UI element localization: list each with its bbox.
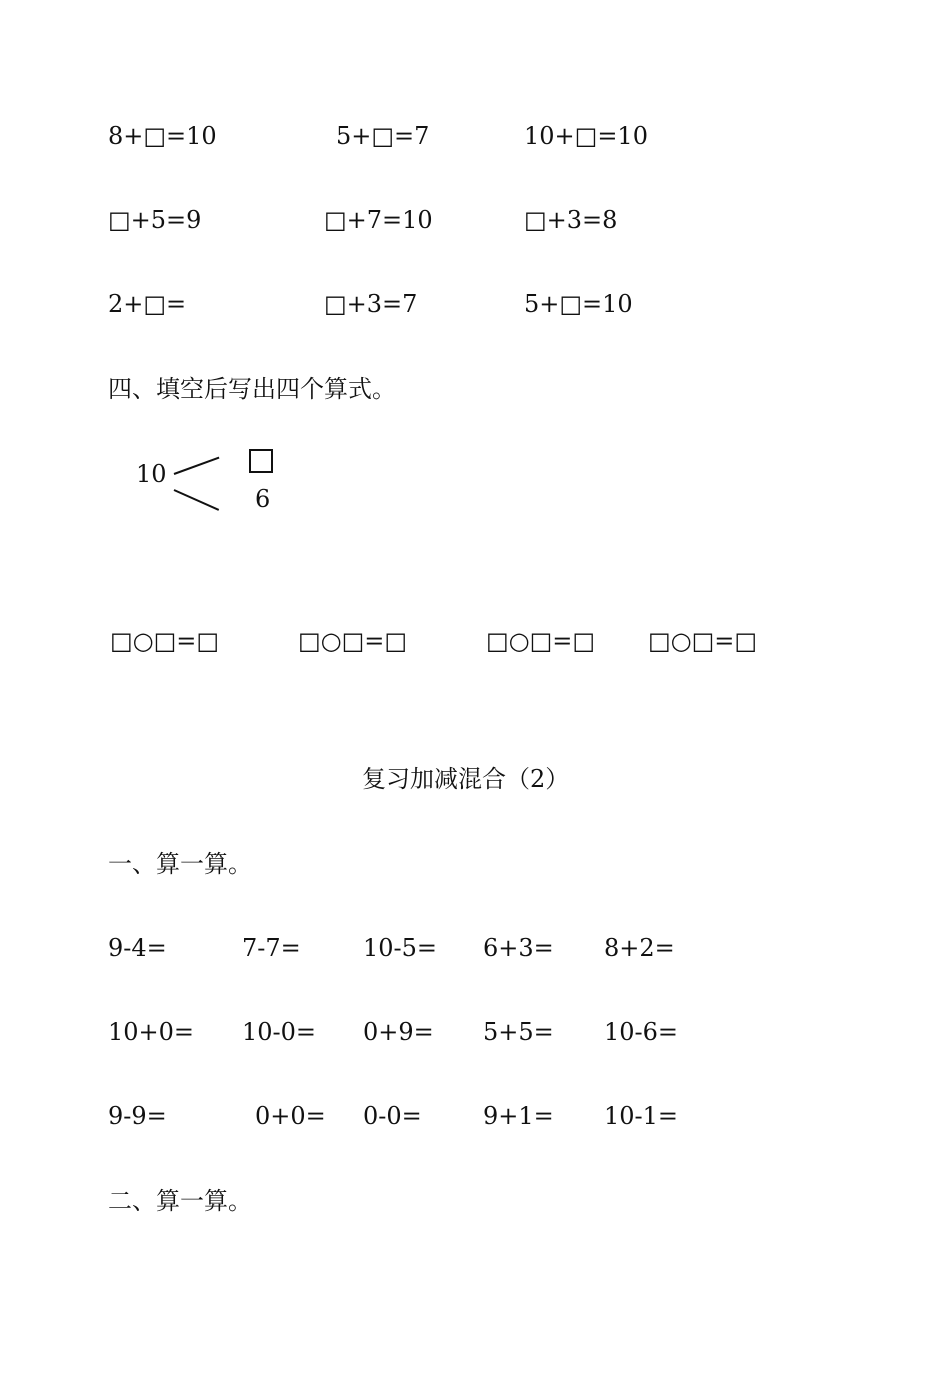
bond-line-lower (174, 489, 220, 511)
fill-problem: 5+□=7 (336, 122, 430, 150)
calc-problem: 0-0= (363, 1102, 422, 1130)
fill-problem: 5+□=10 (524, 290, 633, 318)
calc-problem: 9-4= (108, 934, 167, 962)
fill-problem: 2+□= (108, 290, 187, 318)
calc-problem: 10-6= (604, 1018, 679, 1046)
equation-template: □○□=□ (648, 627, 758, 655)
calc-problem: 9+1= (483, 1102, 554, 1130)
calc-problem: 10-0= (242, 1018, 317, 1046)
fill-problem: □+3=7 (324, 290, 418, 318)
page-title: 复习加减混合（2） (362, 765, 570, 793)
calc-problem: 6+3= (483, 934, 554, 962)
calc-problem: 7-7= (242, 934, 301, 962)
calc-problem: 10-1= (604, 1102, 679, 1130)
section-4-heading: 四、填空后写出四个算式。 (108, 375, 396, 403)
equation-template: □○□=□ (486, 627, 596, 655)
fill-problem: 10+□=10 (524, 122, 648, 150)
equation-template: □○□=□ (298, 627, 408, 655)
equation-template: □○□=□ (110, 627, 220, 655)
section-1-heading: 一、算一算。 (108, 850, 252, 878)
number-bond-blank-box[interactable] (249, 449, 273, 473)
fill-problem: □+3=8 (524, 206, 618, 234)
calc-problem: 0+0= (255, 1102, 326, 1130)
calc-problem: 10-5= (363, 934, 438, 962)
fill-problem: □+7=10 (324, 206, 433, 234)
fill-problem: 8+□=10 (108, 122, 217, 150)
bond-line-upper (174, 457, 220, 475)
calc-problem: 8+2= (604, 934, 675, 962)
calc-problem: 9-9= (108, 1102, 167, 1130)
number-bond-whole: 10 (136, 460, 167, 488)
calc-problem: 5+5= (483, 1018, 554, 1046)
calc-problem: 10+0= (108, 1018, 195, 1046)
calc-problem: 0+9= (363, 1018, 434, 1046)
number-bond-part: 6 (255, 485, 271, 513)
section-2-heading: 二、算一算。 (108, 1187, 252, 1215)
fill-problem: □+5=9 (108, 206, 202, 234)
